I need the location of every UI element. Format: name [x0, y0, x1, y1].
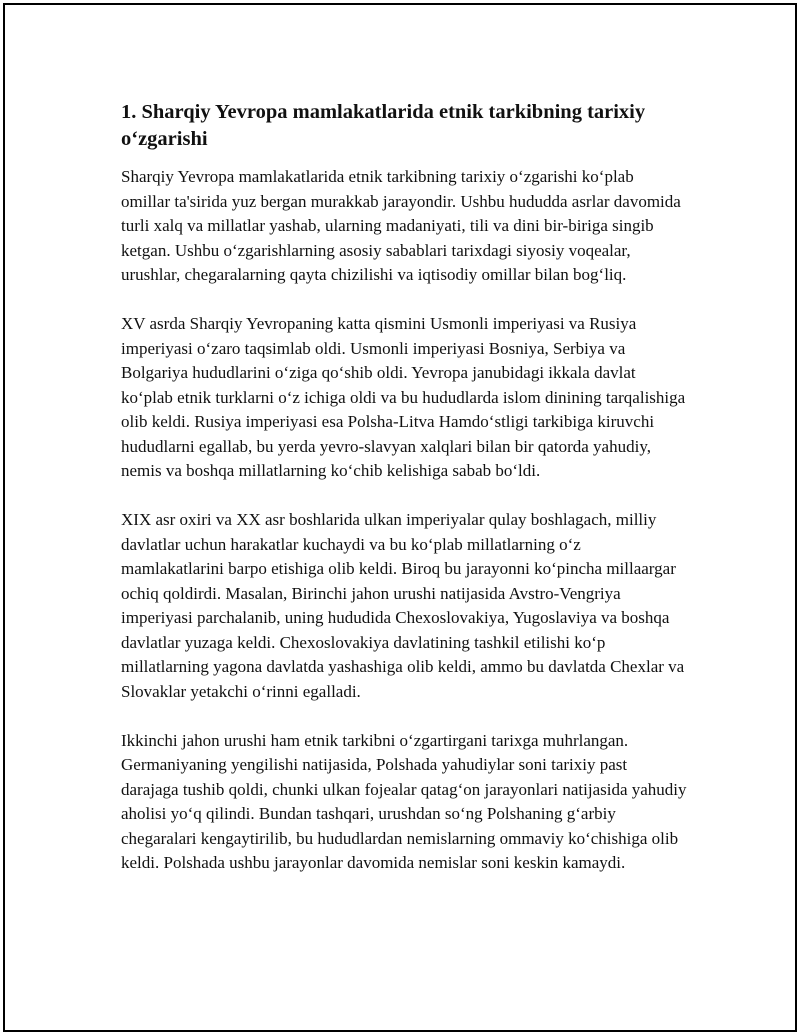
page-frame	[3, 3, 797, 1032]
paragraph-3: XIX asr oxiri va XX asr boshlarida ulkan imperiyalar qulay boshlagach, milliy davlatlar uchun harakatlar kuchaydi va bu ko‘plab millatlarning o‘z mamlakatlarini barpo etishiga olib keldi. Biroq bu jarayonni ko‘pincha millaargar ochiq qoldirdi. Masalan, Birinchi jahon urushi natijasida Avstro-Vengriya imperiyasi parchalanib, uning hududida Chexoslovakiya, Yugoslaviya va boshqa davlatlar yuzaga keldi. Chexoslovakiya davlatining tashkil etilishi ko‘p millatlarning yagona davlatda yashashiga olib keldi, ammo bu davlatda Chexlar va Slovaklar yetakchi o‘rinni egalladi.	[121, 510, 685, 701]
section-title: 1. Sharqiy Yevropa mamlakatlarida etnik tarkibning tarixiy o‘zgarishi	[121, 101, 646, 150]
paragraph-2: XV asrda Sharqiy Yevropaning katta qismini Usmonli imperiyasi va Rusiya imperiyasi o‘zaro taqsimlab oldi. Usmonli imperiyasi Bosniya, Serbiya va Bolgariya hududlarini o‘ziga qo‘shib oldi. Yevropa janubidagi ikkala davlat ko‘plab etnik turklarni o‘z ichiga oldi va bu hududlarda islom dinining tarqalishiga olib keldi. Rusiya imperiyasi esa Polsha-Litva Hamdo‘stligi tarkibiga kiruvchi hududlarni egallab, bu yerda yevro-slavyan xalqlari bilan bir qatorda yahudiy, nemis va boshqa millatlarning ko‘chib kelishiga sabab bo‘ldi.	[121, 314, 686, 480]
paragraph-1: Sharqiy Yevropa mamlakatlarida etnik tarkibning tarixiy o‘zgarishi ko‘plab omillar ta'sirida yuz bergan murakkab jarayondir. Ushbu hududda asrlar davomida turli xalq va millatlar yashab, ularning madaniyati, tili va dini bir-biriga singib ketgan. Ushbu o‘zgarishlarning asosiy sabablari tarixdagi siyosiy voqealar, urushlar, chegaralarning qayta chizilishi va iqtisodiy omillar bilan bog‘liq.	[121, 167, 681, 284]
document-body	[121, 99, 687, 900]
paragraph-4: Ikkinchi jahon urushi ham etnik tarkibni o‘zgartirgani tarixga muhrlangan. Germaniyaning yengilishi natijasida, Polshada yahudiylar soni tarixiy past darajaga tushib qoldi, chunki ulkan fojealar qatag‘on jarayonlari natijasida yahudiy aholisi yo‘q qilindi. Bundan tashqari, urushdan so‘ng Polshaning g‘arbiy chegaralari kengaytirilib, bu hududlardan nemislarning ommaviy ko‘chishiga olib keldi. Polshada ushbu jarayonlar davomida nemislar soni keskin kamaydi.	[121, 730, 687, 872]
